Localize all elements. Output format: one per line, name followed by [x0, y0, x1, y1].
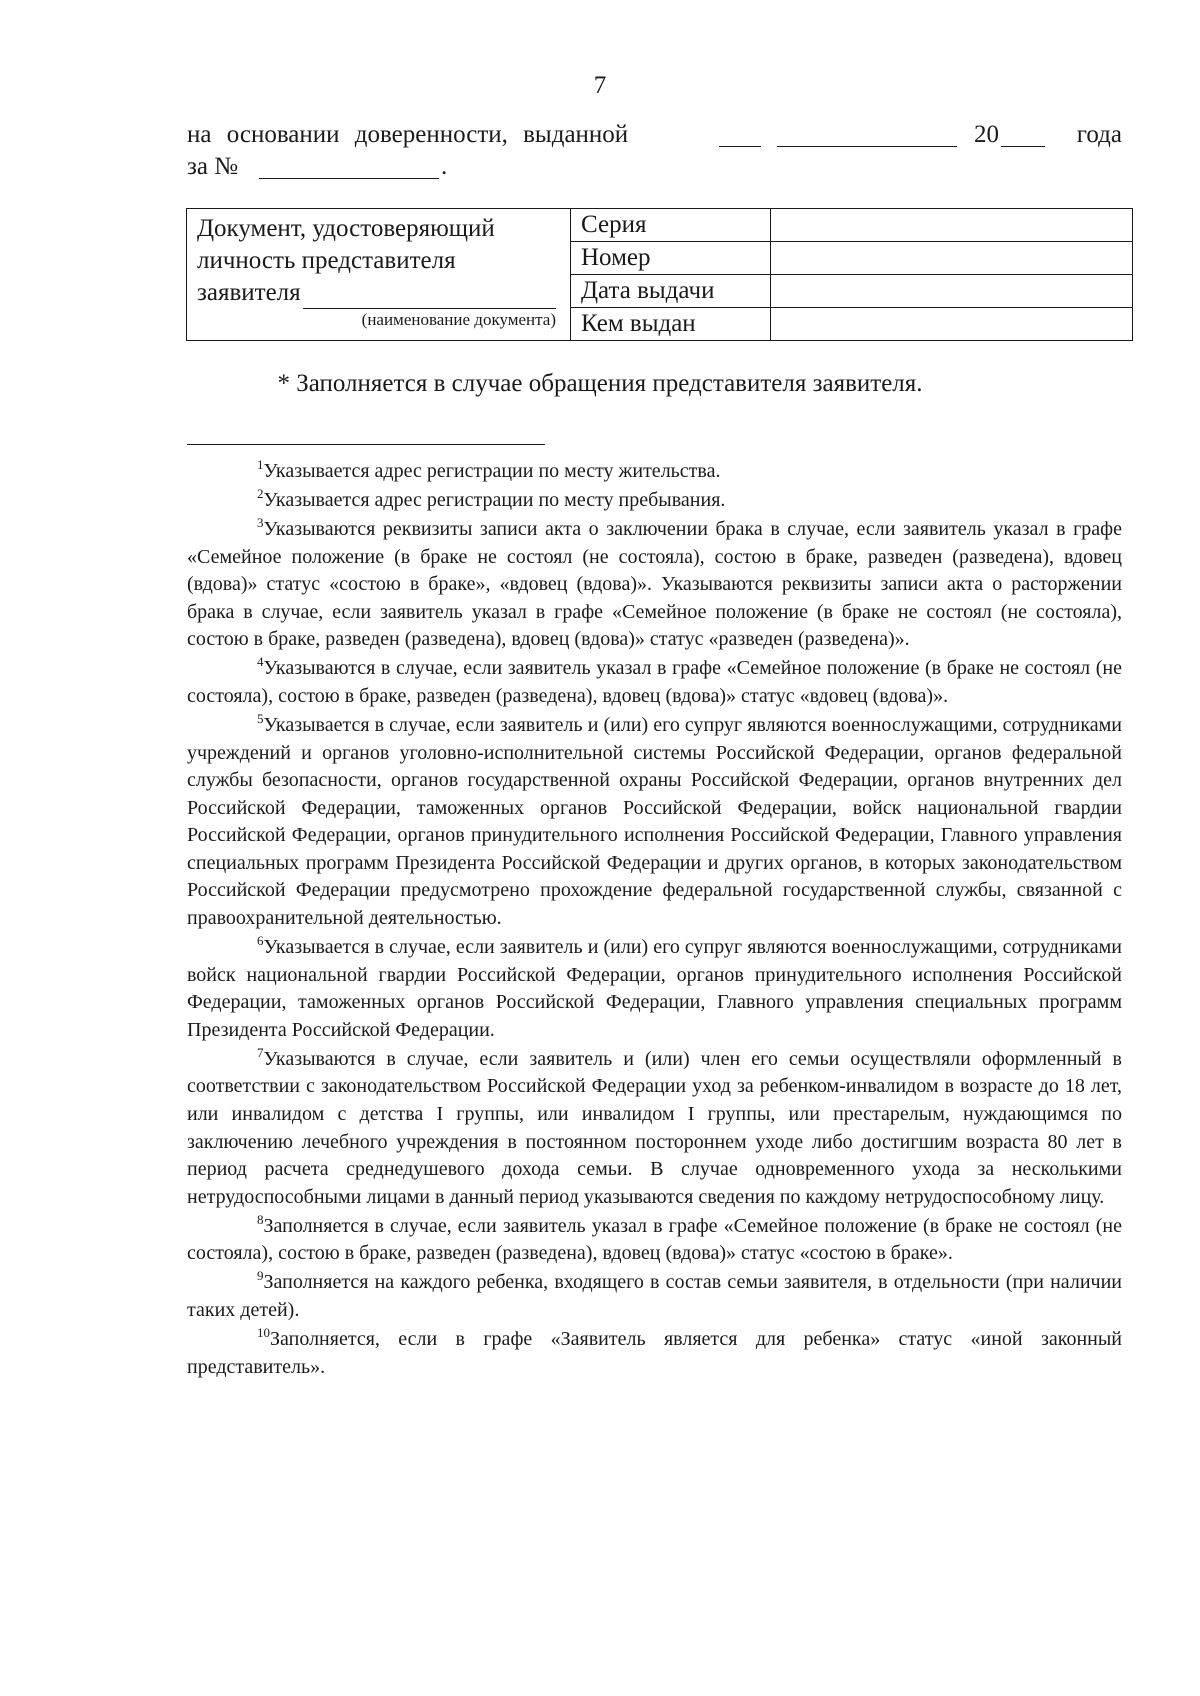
footnote-number: 3 [257, 514, 264, 530]
issued-by-field[interactable] [771, 308, 1133, 341]
footnote-text: Указывается в случае, если заявитель и (или) его супруг являются военнослужащими, сотрудниками учреждений и органов уголовно-исполнительной системы Российской Федерации, органов федеральной службы безопасности, органов государственной охраны Российской Федерации, органов внутренних дел Российской Федерации, таможенных органов Российской Федерации, войск национальной гвардии Российской Федерации, органов принудительного исполнения Российской Федерации, Главного управления специальных программ Президента Российской Федерации и других органов, в которых законодательством Российской Федерации предусмотрено прохождение федеральной государственной службы, связанной с правоохранительной деятельностью. [187, 713, 1122, 930]
proxy-statement-text: на основании доверенности, выданной [187, 121, 629, 148]
proxy-statement-line [187, 118, 1122, 152]
representative-note: * Заполняется в случае обращения представителя заявителя. [277, 370, 923, 397]
id-document-label-line: личность представителя [197, 247, 456, 274]
footnote-item [187, 934, 1122, 1044]
proxy-day-blank[interactable] [719, 146, 761, 147]
proxy-year-blank[interactable] [1001, 146, 1045, 147]
footnote-number: 9 [257, 1268, 264, 1284]
footnote-item [187, 655, 1122, 710]
proxy-number-line [187, 150, 587, 184]
proxy-year-suffix: года [1076, 121, 1122, 148]
footnote-text: Заполняется на каждого ребенка, входящего в состав семьи заявителя, в отдельности (при наличии таких детей). [187, 1271, 1122, 1321]
id-document-label-cell [187, 209, 571, 341]
footnote-number: 2 [257, 485, 264, 501]
footnote-number: 6 [257, 933, 264, 949]
proxy-number-label: за № [187, 153, 239, 180]
footnote-number: 1 [257, 457, 264, 472]
footnotes-section [187, 458, 1122, 1383]
footnote-text: Указывается в случае, если заявитель и (или) его супруг являются военнослужащими, сотрудниками войск национальной гвардии Российской Федерации, органов принудительного исполнения Российской Федерации, таможенных органов Российской Федерации, Главного управления специальных программ Президента Российской Федерации. [187, 936, 1122, 1041]
footnote-item [187, 1269, 1122, 1324]
id-document-name-caption: (наименование документа) [361, 310, 556, 329]
proxy-number-blank[interactable] [259, 178, 439, 179]
id-document-label-line: заявителя [197, 279, 301, 306]
series-field[interactable] [771, 209, 1133, 242]
footnote-number: 7 [257, 1044, 264, 1060]
table-row [187, 209, 1133, 242]
footnote-number: 8 [257, 1211, 264, 1227]
footnote-item [187, 1326, 1122, 1381]
footnote-text: Указываются реквизиты записи акта о заключении брака в случае, если заявитель указал в графе «Семейное положение (в браке не состоял (не состояла), состою в браке, разведен (разведена), вдовец (вдова)» статус «состою в браке», «вдовец (вдова)». Указываются реквизиты записи акта о расторжении брака в случае, если заявитель указал в графе «Семейное положение (в браке не состоял (не состояла), состою в браке, разведен (разведена), вдовец (вдова)» статус «разведен (разведена)». [187, 517, 1122, 651]
issue-date-field[interactable] [771, 275, 1133, 308]
number-field[interactable] [771, 242, 1133, 275]
id-document-label-line: Документ, удостоверяющий [197, 215, 495, 242]
footnote-text: Указываются в случае, если заявитель указал в графе «Семейное положение (в браке не состоял (не состояла), состою в браке, разведен (разведена), вдовец (вдова)» статус «вдовец (вдова)». [187, 657, 1122, 707]
footnote-text: Указывается адрес регистрации по месту жительства. [263, 460, 721, 482]
footnote-text: Указывается адрес регистрации по месту пребывания. [263, 488, 726, 511]
id-document-name-line [197, 277, 556, 309]
number-label: Номер [571, 242, 771, 275]
footnote-text: Указываются в случае, если заявитель и (или) член его семьи осуществляли оформленный в соответствии с законодательством Российской Федерации уход за ребенком-инвалидом в возрасте до 18 лет, или инвалидом с детства I группы, или инвалидом I группы, или престарелым, нуждающимся по заключению лечебного учреждения в постоянном постороннем уходе либо достигшим возраста 80 лет в период расчета среднедушевого дохода семьи. В случае одновременного ухода за несколькими нетрудоспособными лицами в данный период указываются сведения по каждому нетрудоспособному лицу. [187, 1047, 1122, 1208]
footnote-divider [187, 444, 545, 445]
page-number: 7 [593, 72, 607, 99]
footnote-item [187, 1046, 1122, 1212]
footnote-item [187, 712, 1122, 933]
footnote-item [187, 458, 1122, 486]
footnote-number: 4 [257, 654, 264, 670]
footnote-number: 10 [257, 1324, 270, 1340]
footnote-item [187, 1213, 1122, 1268]
id-document-name-field[interactable] [303, 282, 556, 309]
issue-date-label: Дата выдачи [571, 275, 771, 308]
proxy-number-end: . [441, 153, 448, 180]
footnote-text: Заполняется, если в графе «Заявитель является для ребенка» статус «иной законный представитель». [187, 1327, 1122, 1378]
series-label: Серия [571, 209, 771, 242]
footnote-item [187, 516, 1122, 654]
proxy-month-blank[interactable] [777, 146, 957, 147]
footnote-number: 5 [257, 710, 264, 726]
footnote-item [187, 487, 1122, 515]
footnote-text: Заполняется в случае, если заявитель указал в графе «Семейное положение (в браке не состоял (не состояла), состою в браке, разведен (разведена), вдовец (вдова)» статус «состою в браке». [187, 1214, 1122, 1265]
proxy-year-prefix: 20 [974, 121, 999, 148]
issued-by-label: Кем выдан [571, 308, 771, 341]
representative-id-table [186, 208, 1133, 341]
